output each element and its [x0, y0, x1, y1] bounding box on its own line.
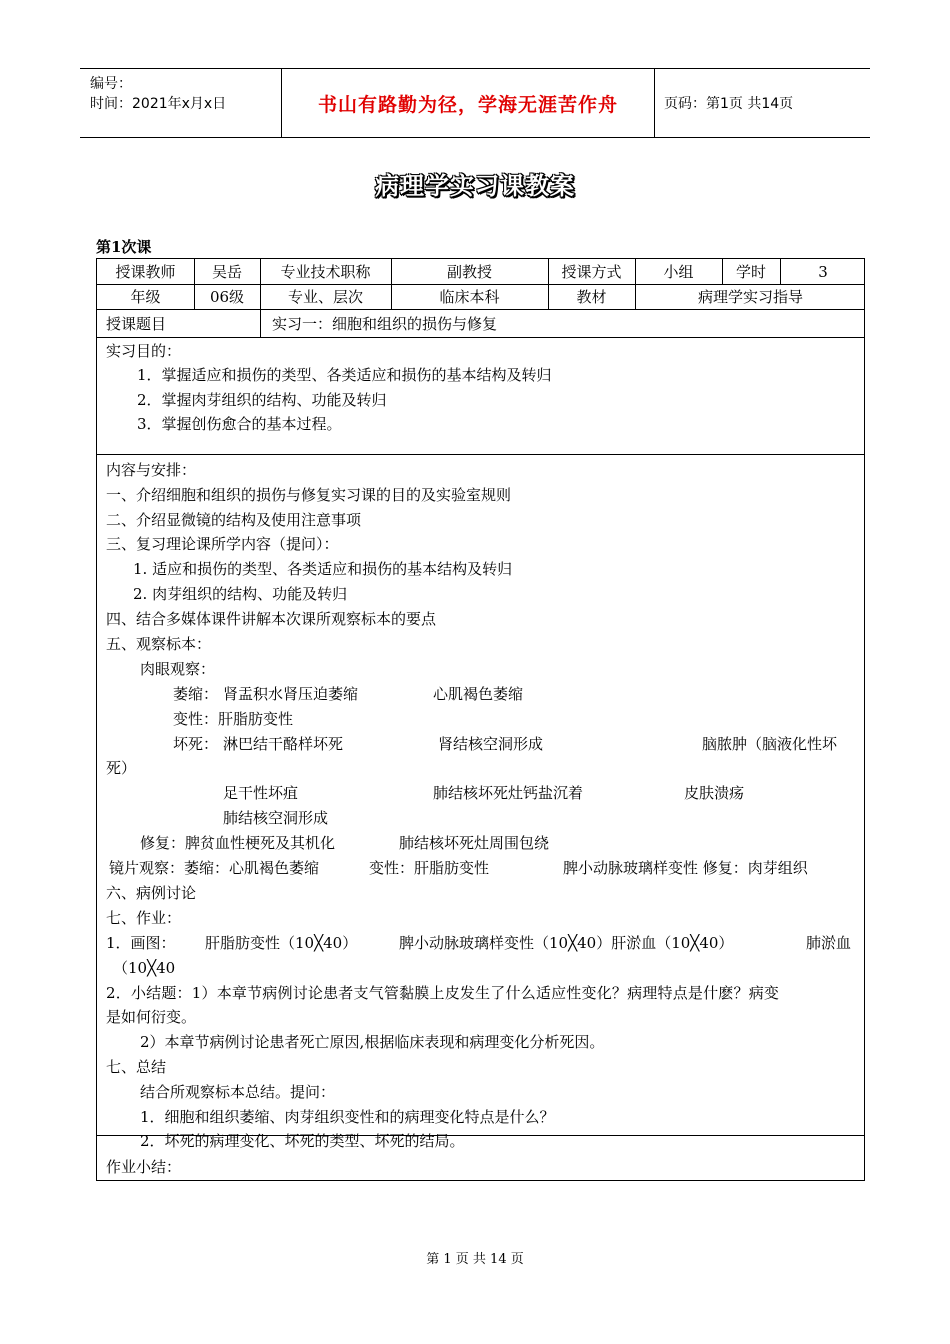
summary-intro: 结合所观察标本总结。提问：	[140, 1083, 336, 1101]
time-label: 时间：2021年x月x日	[90, 96, 227, 112]
specimen: 变性：肝脂肪变性	[369, 859, 490, 877]
teacher-label: 授课教师	[115, 263, 176, 281]
summary-question: 2．坏死的病理变化、坏死的类型、坏死的结局。	[140, 1132, 465, 1150]
atrophy-label: 萎缩：	[173, 685, 219, 703]
specimen: 肺结核坏死灶钙盐沉着	[433, 784, 584, 802]
degeneration-line: 变性：肝脂肪变性	[173, 710, 294, 728]
grade-label: 年级	[130, 288, 161, 306]
title-value: 副教授	[446, 263, 492, 281]
topic-label: 授课题目	[106, 314, 167, 333]
repair-line: 修复：脾贫血性梗死及其机化	[140, 834, 336, 852]
major-value: 临床本科	[439, 288, 500, 306]
title-label: 专业技术职称	[280, 263, 371, 281]
section-4: 四、结合多媒体课件讲解本次课所观察标本的要点	[106, 610, 437, 628]
homework-drawing: 肺淤血	[806, 934, 852, 952]
specimen: 肾结核空洞形成	[438, 735, 544, 753]
topic-value: 实习一：细胞和组织的损伤与修复	[272, 314, 498, 333]
gross-observation-label: 肉眼观察：	[140, 660, 216, 678]
necrosis-label: 坏死：	[173, 735, 219, 753]
homework-drawing-continued: （10╳40	[113, 959, 176, 977]
section-summary: 七、总结	[106, 1058, 167, 1076]
homework-summary-label: 作业小结：	[106, 1158, 182, 1176]
specimen: 脾小动脉玻璃样变性 修复：肉芽组织	[563, 859, 808, 877]
section-3-item: 1. 适应和损伤的类型、各类适应和损伤的基本结构及转归	[133, 560, 513, 578]
page-info: 页码：第1页 共14页	[664, 96, 794, 112]
header-meta	[80, 69, 280, 137]
specimen: 足干性坏疽	[223, 784, 299, 802]
specimen: 肺结核空洞形成	[223, 809, 329, 827]
specimen-continued: 死）	[106, 759, 137, 777]
motto: 书山有路勤为径，学海无涯苦作舟	[281, 69, 655, 137]
lesson-label: 第1次课	[96, 238, 152, 256]
specimen: 肾盂积水肾压迫萎缩	[223, 685, 359, 703]
textbook-value: 病理学实习指导	[697, 288, 803, 306]
section-7: 七、作业：	[106, 909, 182, 927]
section-3-item: 2. 肉芽组织的结构、功能及转归	[133, 585, 348, 603]
objective-item: 1．掌握适应和损伤的类型、各类适应和损伤的基本结构及转归	[137, 366, 552, 384]
page-footer: 第 1 页 共 14 页	[426, 1252, 524, 1267]
microscopic-observation: 镜片观察：萎缩：心肌褐色萎缩	[109, 859, 320, 877]
major-label: 专业、层次	[287, 288, 363, 306]
section-1: 一、介绍细胞和组织的损伤与修复实习课的目的及实验室规则	[106, 486, 512, 504]
homework-2-continued: 是如何衍变。	[106, 1008, 197, 1026]
homework-2: 2．小结题：1）本章节病例讨论患者支气管黏膜上皮发生了什么适应性变化？病理特点是什麽？病变	[106, 984, 780, 1002]
content-heading: 内容与安排：	[106, 461, 197, 479]
section-5: 五、观察标本：	[106, 635, 212, 653]
textbook-label: 教材	[576, 288, 607, 306]
specimen: 皮肤溃疡	[684, 784, 745, 802]
homework-2-part-2: 2）本章节病例讨论患者死亡原因,根据临床表现和病理变化分析死因。	[140, 1033, 605, 1051]
specimen: 淋巴结干酪样坏死	[223, 735, 344, 753]
section-3: 三、复习理论课所学内容（提问）：	[106, 535, 339, 553]
homework-drawing: 肝脂肪变性（10╳40）	[205, 934, 358, 952]
section-6: 六、病例讨论	[106, 884, 197, 902]
method-value: 小组	[663, 263, 694, 281]
document-header	[80, 68, 870, 138]
specimen: 脑脓肿（脑液化性坏	[702, 735, 838, 753]
homework-drawing: 脾小动脉玻璃样变性（10╳40）肝淤血（10╳40）	[399, 934, 734, 952]
number-label: 编号：	[90, 76, 132, 92]
homework-1-label: 1．画图：	[106, 934, 176, 952]
specimen: 心肌褐色萎缩	[433, 685, 524, 703]
hours-label: 学时	[735, 263, 766, 281]
summary-question: 1．细胞和组织萎缩、肉芽组织变性和的病理变化特点是什么？	[140, 1108, 555, 1126]
method-label: 授课方式	[561, 263, 622, 281]
section-2: 二、介绍显微镜的结构及使用注意事项	[106, 511, 362, 529]
specimen: 肺结核坏死灶周围包绕	[399, 834, 550, 852]
hours-value: 3	[818, 262, 828, 281]
page-title: 病理学实习课教案	[375, 172, 575, 200]
teacher-value: 吴岳	[211, 263, 242, 281]
lesson-plan-table	[96, 258, 865, 1181]
grade-value: 06级	[209, 288, 245, 306]
objective-item: 2．掌握肉芽组织的结构、功能及转归	[137, 391, 387, 409]
objective-item: 3．掌握创伤愈合的基本过程。	[137, 415, 342, 433]
objectives-heading: 实习目的：	[106, 342, 182, 360]
